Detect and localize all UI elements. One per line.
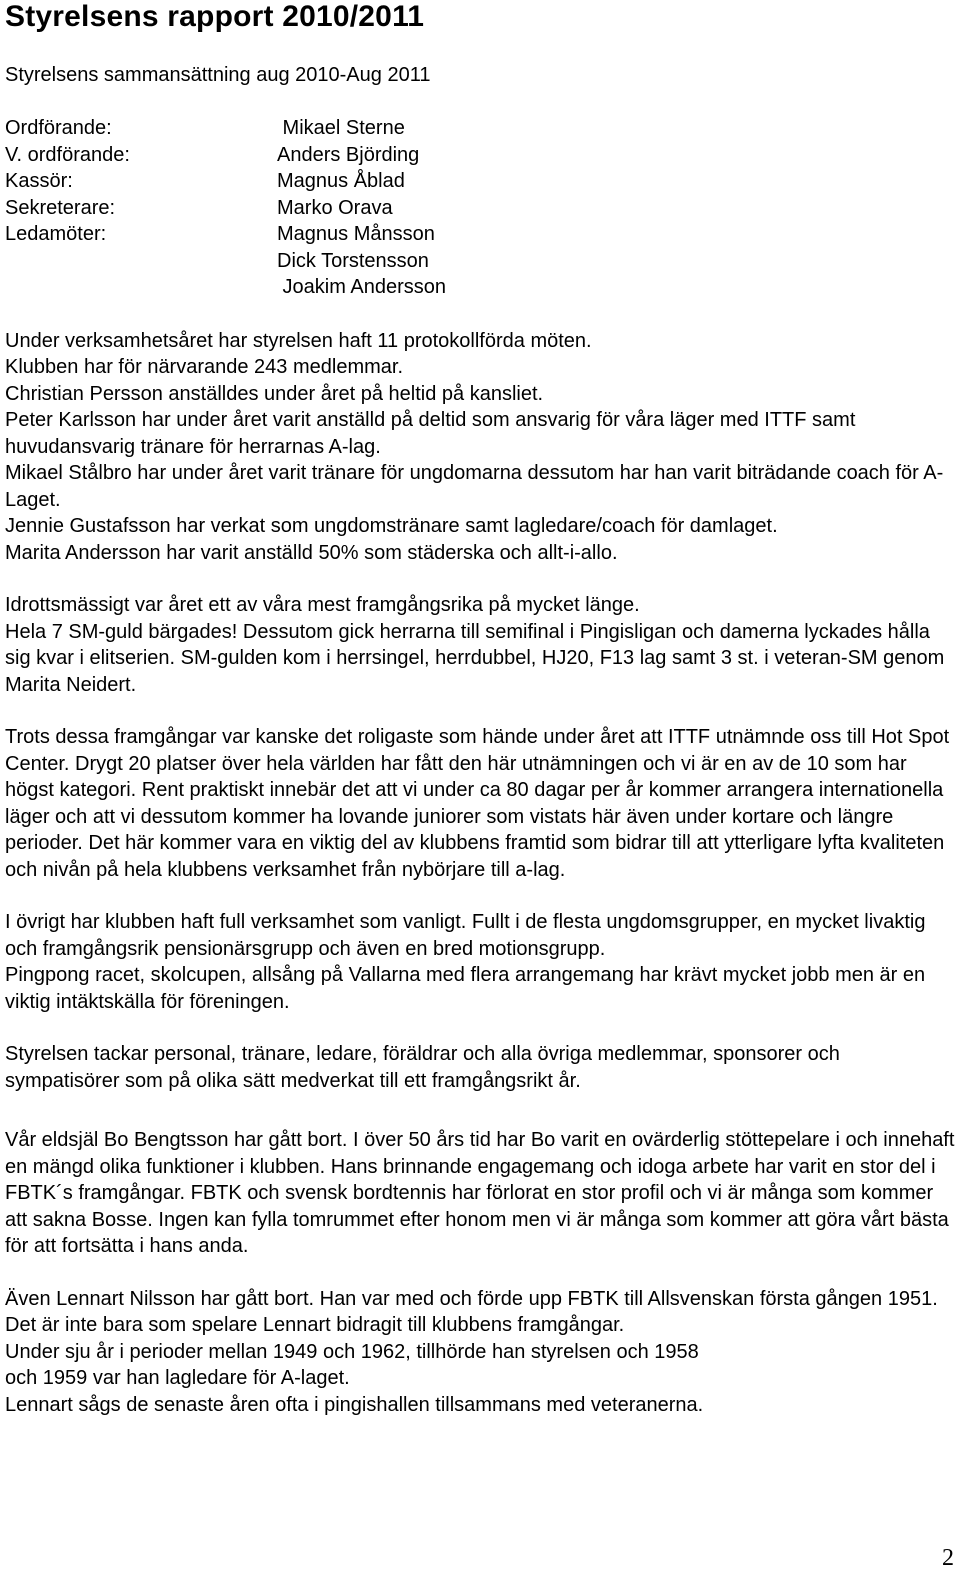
board-member-name: Dick Torstensson xyxy=(277,249,429,272)
board-row xyxy=(5,248,955,275)
board-member-name: Marko Orava xyxy=(277,196,393,219)
board-row xyxy=(5,221,955,248)
board-row xyxy=(5,195,955,222)
board-row xyxy=(5,115,955,142)
document-title: Styrelsens rapport 2010/2011 xyxy=(5,0,425,33)
board-role: Kassör: xyxy=(5,170,73,192)
board-role xyxy=(5,248,277,275)
board-member-name: Joakim Andersson xyxy=(277,276,446,298)
paragraph-hot-spot-center: Trots dessa framgångar var kanske det roligaste som hände under året att ITTF utnämnde oss till Hot Spot Center. Drygt 20 platser över hela världen har fått den här utnämningen och vi är en av de 10 som har högst kategori. Rent praktiskt innebär det att vi under ca 80 dagar per år kommer arrangera internationella läger och att vi dessutom kommer ha lovande juniorer som vistats här även under kortare och längre perioder. Det här kommer vara en viktig del av klubbens framtid som bidrar till att ytterligare lyfta kvaliteten och nivån på hela klubbens verksamhet från nybörjare till a-lag. xyxy=(5,726,950,881)
board-member-name: Magnus Månsson xyxy=(277,223,435,245)
paragraph-staff: Under verksamhetsåret har styrelsen haft 11 protokollförda möten. Klubben har för närvarande 243 medlemmar. Christian Persson anställdes under året på heltid på kansliet. Peter Karlsson har under året varit anställd på deltid som ansvarig för våra läger med ITTF samt huvudansvarig tränare för herrarnas A-lag. Mikael Stålbro har under året varit tränare för ungdomarna dessutom har han varit biträdande coach för A-Laget. Jennie Gustafsson har verkat som ungdomstränare samt lagledare/coach för damlaget. Marita Andersson har varit anställd 50% som städerska och allt-i-allo. xyxy=(5,329,944,564)
paragraph-bo-bengtsson: Vår eldsjäl Bo Bengtsson har gått bort. I över 50 års tid har Bo varit en ovärderlig stöttepelare i och innehaft en mängd olika funktioner i klubben. Hans brinnande engagemang och idoga arbete har varit en stor del i FBTK´s framgångar. FBTK och svensk bordtennis har förlorat en stor profil och vi är många som kommer att sakna Bosse. Ingen kan fylla tomrummet efter honom men vi är många som kommer att göra vårt bästa för att fortsätta i hans anda. xyxy=(5,1129,955,1257)
page-number: 2 xyxy=(942,1545,954,1571)
document-page xyxy=(5,0,955,1418)
board-member-name: Magnus Åblad xyxy=(277,170,405,192)
board-member-name: Mikael Sterne xyxy=(277,117,405,139)
paragraph-thanks: Styrelsen tackar personal, tränare, ledare, föräldrar och alla övriga medlemmar, sponsorer och sympatisörer som på olika sätt medverkat till ett framgångsrikt år. xyxy=(5,1043,840,1092)
board-row xyxy=(5,274,955,301)
report-body xyxy=(5,328,955,1419)
board-composition-list xyxy=(5,115,955,301)
board-row xyxy=(5,142,955,169)
board-role: Ledamöter: xyxy=(5,223,107,245)
board-row xyxy=(5,168,955,195)
board-member-name: Anders Björding xyxy=(277,143,420,166)
paragraph-lennart-nilsson: Även Lennart Nilsson har gått bort. Han var med och förde upp FBTK till Allsvenskan första gången 1951. Det är inte bara som spelare Lennart bidragit till klubbens framgångar. Under sju år i perioder mellan 1949 och 1962, tillhörde han styrelsen och 1958 och 1959 var han lagledare för A-laget. Lennart sågs de senaste åren ofta i pingishallen tillsammans med veteranerna. xyxy=(5,1287,938,1416)
paragraph-activities: I övrigt har klubben haft full verksamhet som vanligt. Fullt i de flesta ungdomsgrupper, en mycket livaktig och framgångsrik pensionärsgrupp och även en bred motionsgrupp. Pingpong racet, skolcupen, allsång på Vallarna med flera arrangemang har krävt mycket jobb men är en viktig intäktskälla för föreningen. xyxy=(5,911,926,1013)
board-role: Sekreterare: xyxy=(5,196,116,219)
board-role: Ordförande: xyxy=(5,117,112,139)
paragraph-sports-results: Idrottsmässigt var året ett av våra mest framgångsrika på mycket länge. Hela 7 SM-guld bärgades! Dessutom gick herrarna till semifinal i Pingisligan och damerna lyckades hålla sig kvar i elitserien. SM-gulden kom i herrsingel, herrdubbel, HJ20, F13 lag samt 3 st. i veteran-SM genom Marita Neidert. xyxy=(5,594,945,696)
board-role xyxy=(5,274,277,301)
board-role: V. ordförande: xyxy=(5,143,130,166)
document-subtitle: Styrelsens sammansättning aug 2010-Aug 2011 xyxy=(5,64,431,86)
